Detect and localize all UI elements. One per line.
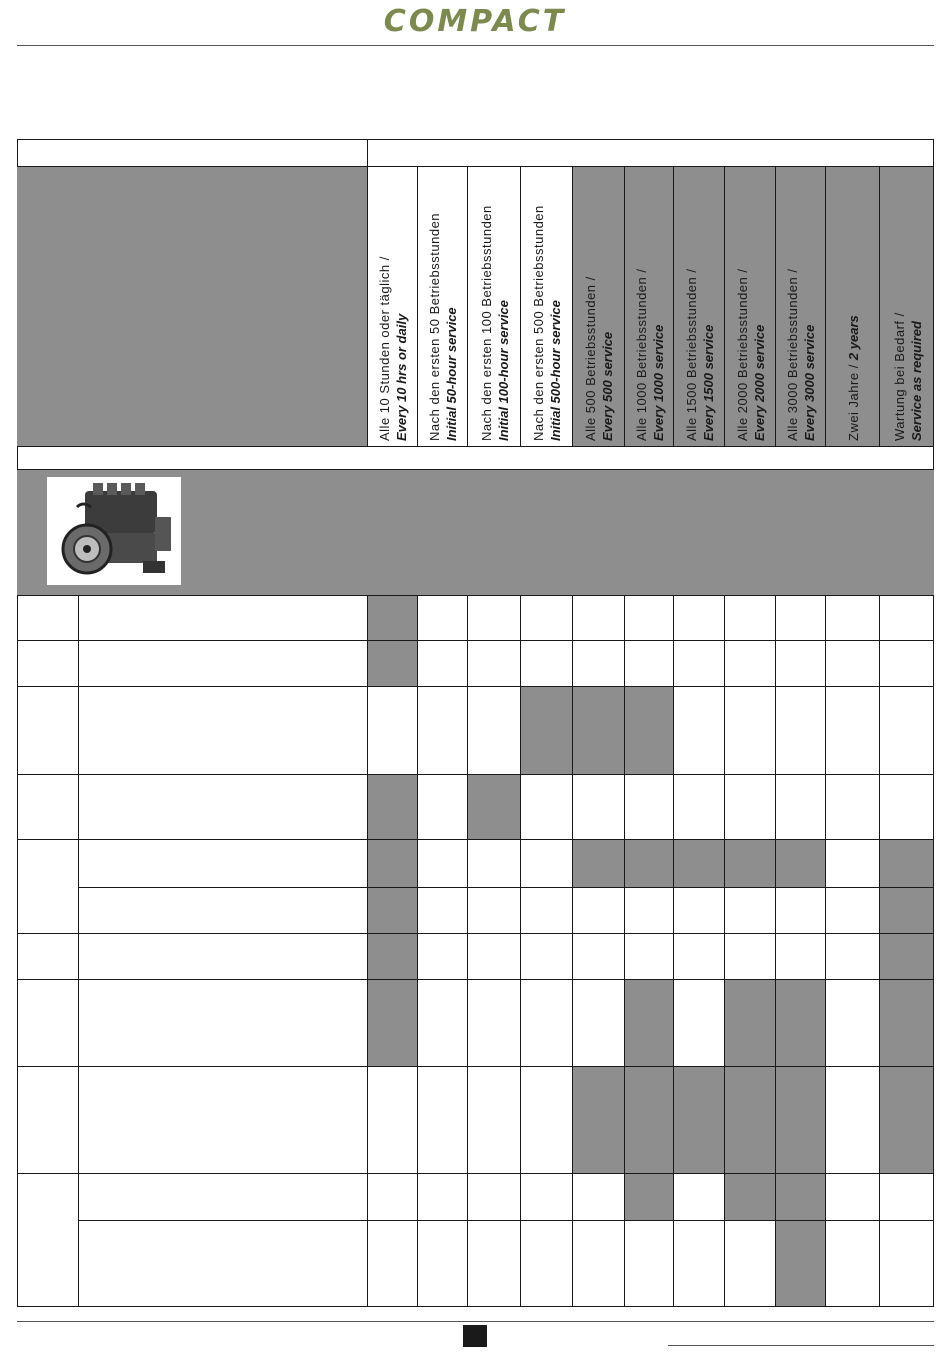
interval-cell-empty bbox=[724, 1220, 775, 1307]
interval-cell-empty bbox=[467, 686, 520, 774]
table-top-band bbox=[17, 139, 934, 167]
interval-cell-empty bbox=[572, 595, 624, 640]
interval-cell-empty bbox=[417, 640, 467, 686]
interval-header-english: Every 1500 service bbox=[700, 324, 716, 441]
interval-cell-required bbox=[775, 1066, 825, 1173]
interval-cell-empty bbox=[724, 595, 775, 640]
interval-cell-required bbox=[775, 1220, 825, 1307]
interval-cell-empty bbox=[775, 595, 825, 640]
interval-cell-required bbox=[673, 1066, 724, 1173]
interval-header-german: Zwei Jahre / bbox=[845, 360, 861, 441]
interval-cell-required bbox=[724, 1173, 775, 1220]
interval-cell-empty bbox=[673, 595, 724, 640]
interval-cell-required bbox=[775, 839, 825, 887]
interval-cell-empty bbox=[775, 774, 825, 839]
interval-cell-empty bbox=[624, 887, 673, 933]
interval-header-english: 2 years bbox=[845, 315, 861, 361]
task-number-cell bbox=[17, 933, 78, 979]
interval-cell-required bbox=[724, 979, 775, 1066]
interval-header-german: Wartung bei Bedarf / bbox=[891, 312, 907, 441]
task-number-cell bbox=[17, 774, 78, 839]
task-description-cell bbox=[78, 640, 367, 686]
interval-header-2 bbox=[417, 166, 467, 446]
task-description-cell bbox=[78, 979, 367, 1066]
interval-cell-empty bbox=[520, 774, 572, 839]
interval-cell-required bbox=[879, 979, 934, 1066]
interval-cell-required bbox=[724, 1066, 775, 1173]
interval-cell-empty bbox=[572, 1220, 624, 1307]
interval-header-9 bbox=[775, 166, 825, 446]
interval-cell-empty bbox=[572, 933, 624, 979]
interval-cell-empty bbox=[825, 933, 879, 979]
interval-cell-required bbox=[879, 933, 934, 979]
interval-header-english: Service as required bbox=[908, 321, 924, 441]
interval-cell-empty bbox=[520, 933, 572, 979]
interval-cell-empty bbox=[572, 979, 624, 1066]
interval-cell-required bbox=[775, 1173, 825, 1220]
interval-header-3 bbox=[467, 166, 520, 446]
interval-header-german: Nach den ersten 100 Betriebsstunden bbox=[478, 205, 494, 441]
interval-cell-empty bbox=[467, 595, 520, 640]
interval-cell-empty bbox=[417, 1173, 467, 1220]
interval-cell-empty bbox=[417, 1066, 467, 1173]
interval-header-english: Every 2000 service bbox=[751, 324, 767, 441]
interval-cell-empty bbox=[417, 839, 467, 887]
interval-cell-required bbox=[572, 839, 624, 887]
interval-cell-empty bbox=[572, 887, 624, 933]
interval-cell-required bbox=[879, 839, 934, 887]
interval-cell-empty bbox=[520, 640, 572, 686]
interval-header-5 bbox=[572, 166, 624, 446]
interval-cell-empty bbox=[825, 1220, 879, 1307]
interval-header-english: Every 1000 service bbox=[650, 324, 666, 441]
interval-cell-empty bbox=[879, 640, 934, 686]
interval-cell-required bbox=[624, 839, 673, 887]
task-number-cell bbox=[17, 595, 78, 640]
interval-cell-required bbox=[467, 774, 520, 839]
engine-illustration-icon bbox=[47, 477, 181, 585]
interval-cell-empty bbox=[467, 839, 520, 887]
interval-cell-empty bbox=[825, 686, 879, 774]
task-description-cell bbox=[78, 839, 367, 887]
interval-cell-empty bbox=[775, 686, 825, 774]
interval-cell-empty bbox=[825, 640, 879, 686]
interval-header-german: Alle 1500 Betriebsstunden / bbox=[683, 268, 699, 441]
interval-header-german: Alle 2000 Betriebsstunden / bbox=[734, 268, 750, 441]
interval-cell-required bbox=[624, 1173, 673, 1220]
interval-cell-empty bbox=[467, 933, 520, 979]
interval-header-7 bbox=[673, 166, 724, 446]
interval-cell-required bbox=[367, 640, 417, 686]
interval-header-english: Every 3000 service bbox=[802, 324, 817, 441]
interval-cell-empty bbox=[775, 933, 825, 979]
interval-cell-empty bbox=[520, 595, 572, 640]
interval-cell-empty bbox=[572, 774, 624, 839]
task-number-cell bbox=[17, 1066, 78, 1173]
interval-cell-empty bbox=[417, 774, 467, 839]
interval-cell-empty bbox=[775, 640, 825, 686]
interval-header-8 bbox=[724, 166, 775, 446]
interval-cell-empty bbox=[673, 933, 724, 979]
task-description-cell bbox=[78, 774, 367, 839]
interval-cell-empty bbox=[825, 774, 879, 839]
interval-cell-empty bbox=[417, 887, 467, 933]
interval-header-german: Alle 10 Stunden oder täglich / bbox=[377, 256, 392, 441]
interval-cell-empty bbox=[825, 839, 879, 887]
top-band-divider bbox=[367, 139, 368, 167]
interval-cell-empty bbox=[879, 1220, 934, 1307]
interval-cell-required bbox=[572, 1066, 624, 1173]
task-number-cell bbox=[17, 686, 78, 774]
grid-bottom-border bbox=[17, 1306, 934, 1307]
interval-cell-empty bbox=[825, 979, 879, 1066]
interval-header-german: Alle 500 Betriebsstunden / bbox=[583, 276, 598, 441]
interval-cell-empty bbox=[775, 887, 825, 933]
interval-cell-empty bbox=[624, 774, 673, 839]
interval-cell-required bbox=[572, 686, 624, 774]
interval-cell-empty bbox=[572, 640, 624, 686]
interval-cell-empty bbox=[825, 595, 879, 640]
interval-cell-empty bbox=[724, 774, 775, 839]
interval-cell-required bbox=[624, 686, 673, 774]
task-description-cell bbox=[78, 933, 367, 979]
task-description-cell bbox=[78, 887, 367, 933]
interval-cell-empty bbox=[673, 686, 724, 774]
page-marker bbox=[463, 1325, 487, 1347]
interval-cell-required bbox=[367, 595, 417, 640]
interval-cell-empty bbox=[624, 640, 673, 686]
interval-cell-empty bbox=[572, 1173, 624, 1220]
interval-cell-empty bbox=[367, 686, 417, 774]
interval-cell-empty bbox=[825, 1173, 879, 1220]
interval-cell-empty bbox=[624, 933, 673, 979]
interval-cell-empty bbox=[673, 979, 724, 1066]
interval-cell-empty bbox=[673, 640, 724, 686]
interval-cell-empty bbox=[417, 979, 467, 1066]
interval-header-11 bbox=[879, 166, 934, 446]
task-number-cell bbox=[17, 640, 78, 686]
interval-cell-empty bbox=[467, 979, 520, 1066]
interval-cell-empty bbox=[367, 1066, 417, 1173]
interval-cell-empty bbox=[367, 1173, 417, 1220]
interval-cell-empty bbox=[673, 1173, 724, 1220]
interval-header-6 bbox=[624, 166, 673, 446]
interval-header-german: Nach den ersten 500 Betriebsstunden bbox=[531, 205, 546, 441]
interval-cell-empty bbox=[724, 640, 775, 686]
interval-cell-empty bbox=[417, 1220, 467, 1307]
footer-short-rule bbox=[668, 1345, 934, 1346]
grid-right-border bbox=[933, 595, 934, 1307]
task-number-cell bbox=[17, 979, 78, 1066]
interval-header-english: Every 500 service bbox=[600, 331, 615, 441]
interval-cell-empty bbox=[417, 595, 467, 640]
interval-header-4 bbox=[520, 166, 572, 446]
brand-logo: COMPACT bbox=[383, 4, 567, 39]
interval-cell-empty bbox=[825, 1066, 879, 1173]
interval-header-german: Alle 3000 Betriebsstunden / bbox=[785, 268, 800, 441]
task-description-cell bbox=[78, 1220, 367, 1307]
interval-cell-empty bbox=[520, 839, 572, 887]
interval-cell-required bbox=[367, 774, 417, 839]
interval-cell-empty bbox=[467, 1173, 520, 1220]
interval-cell-empty bbox=[825, 887, 879, 933]
interval-cell-empty bbox=[673, 774, 724, 839]
interval-cell-empty bbox=[624, 1220, 673, 1307]
interval-cell-empty bbox=[879, 1173, 934, 1220]
interval-cell-required bbox=[624, 979, 673, 1066]
interval-cell-required bbox=[724, 839, 775, 887]
interval-cell-required bbox=[879, 1066, 934, 1173]
interval-cell-required bbox=[367, 839, 417, 887]
interval-cell-empty bbox=[367, 1220, 417, 1307]
interval-cell-empty bbox=[520, 1220, 572, 1307]
interval-cell-empty bbox=[417, 933, 467, 979]
task-number-cell bbox=[17, 1173, 78, 1307]
interval-cell-empty bbox=[520, 887, 572, 933]
interval-cell-empty bbox=[724, 887, 775, 933]
interval-header-german: Alle 1000 Betriebsstunden / bbox=[633, 268, 649, 441]
interval-cell-empty bbox=[467, 1220, 520, 1307]
interval-cell-empty bbox=[417, 686, 467, 774]
separator-row bbox=[17, 446, 934, 470]
interval-cell-required bbox=[775, 979, 825, 1066]
interval-cell-required bbox=[367, 979, 417, 1066]
footer-divider bbox=[17, 1321, 934, 1322]
interval-header-english: Initial 50-hour service bbox=[444, 307, 459, 441]
task-header-area bbox=[17, 167, 367, 446]
interval-cell-empty bbox=[520, 979, 572, 1066]
interval-cell-required bbox=[367, 887, 417, 933]
interval-cell-empty bbox=[520, 1066, 572, 1173]
interval-header-1 bbox=[367, 166, 417, 446]
interval-cell-empty bbox=[879, 774, 934, 839]
interval-cell-required bbox=[624, 1066, 673, 1173]
engine-image bbox=[47, 477, 181, 585]
task-description-cell bbox=[78, 686, 367, 774]
interval-cell-required bbox=[673, 839, 724, 887]
task-description-cell bbox=[78, 1173, 367, 1220]
interval-cell-empty bbox=[879, 595, 934, 640]
task-description-cell bbox=[78, 1066, 367, 1173]
interval-cell-empty bbox=[724, 686, 775, 774]
interval-cell-required bbox=[367, 933, 417, 979]
interval-header-10 bbox=[825, 166, 879, 446]
interval-header-german: Nach den ersten 50 Betriebsstunden bbox=[427, 212, 442, 441]
interval-cell-empty bbox=[467, 887, 520, 933]
interval-header-english: Every 10 hrs or daily bbox=[394, 313, 409, 441]
task-number-cell bbox=[17, 839, 78, 933]
header-divider bbox=[17, 45, 934, 46]
interval-header-english: Initial 100-hour service bbox=[495, 300, 511, 441]
interval-cell-empty bbox=[673, 887, 724, 933]
interval-cell-empty bbox=[467, 640, 520, 686]
task-description-cell bbox=[78, 595, 367, 640]
interval-cell-empty bbox=[724, 933, 775, 979]
interval-cell-required bbox=[879, 887, 934, 933]
interval-cell-required bbox=[520, 686, 572, 774]
interval-cell-empty bbox=[879, 686, 934, 774]
interval-cell-empty bbox=[467, 1066, 520, 1173]
interval-header-english: Initial 500-hour service bbox=[548, 300, 563, 441]
interval-cell-empty bbox=[624, 595, 673, 640]
interval-cell-empty bbox=[673, 1220, 724, 1307]
interval-cell-empty bbox=[520, 1173, 572, 1220]
